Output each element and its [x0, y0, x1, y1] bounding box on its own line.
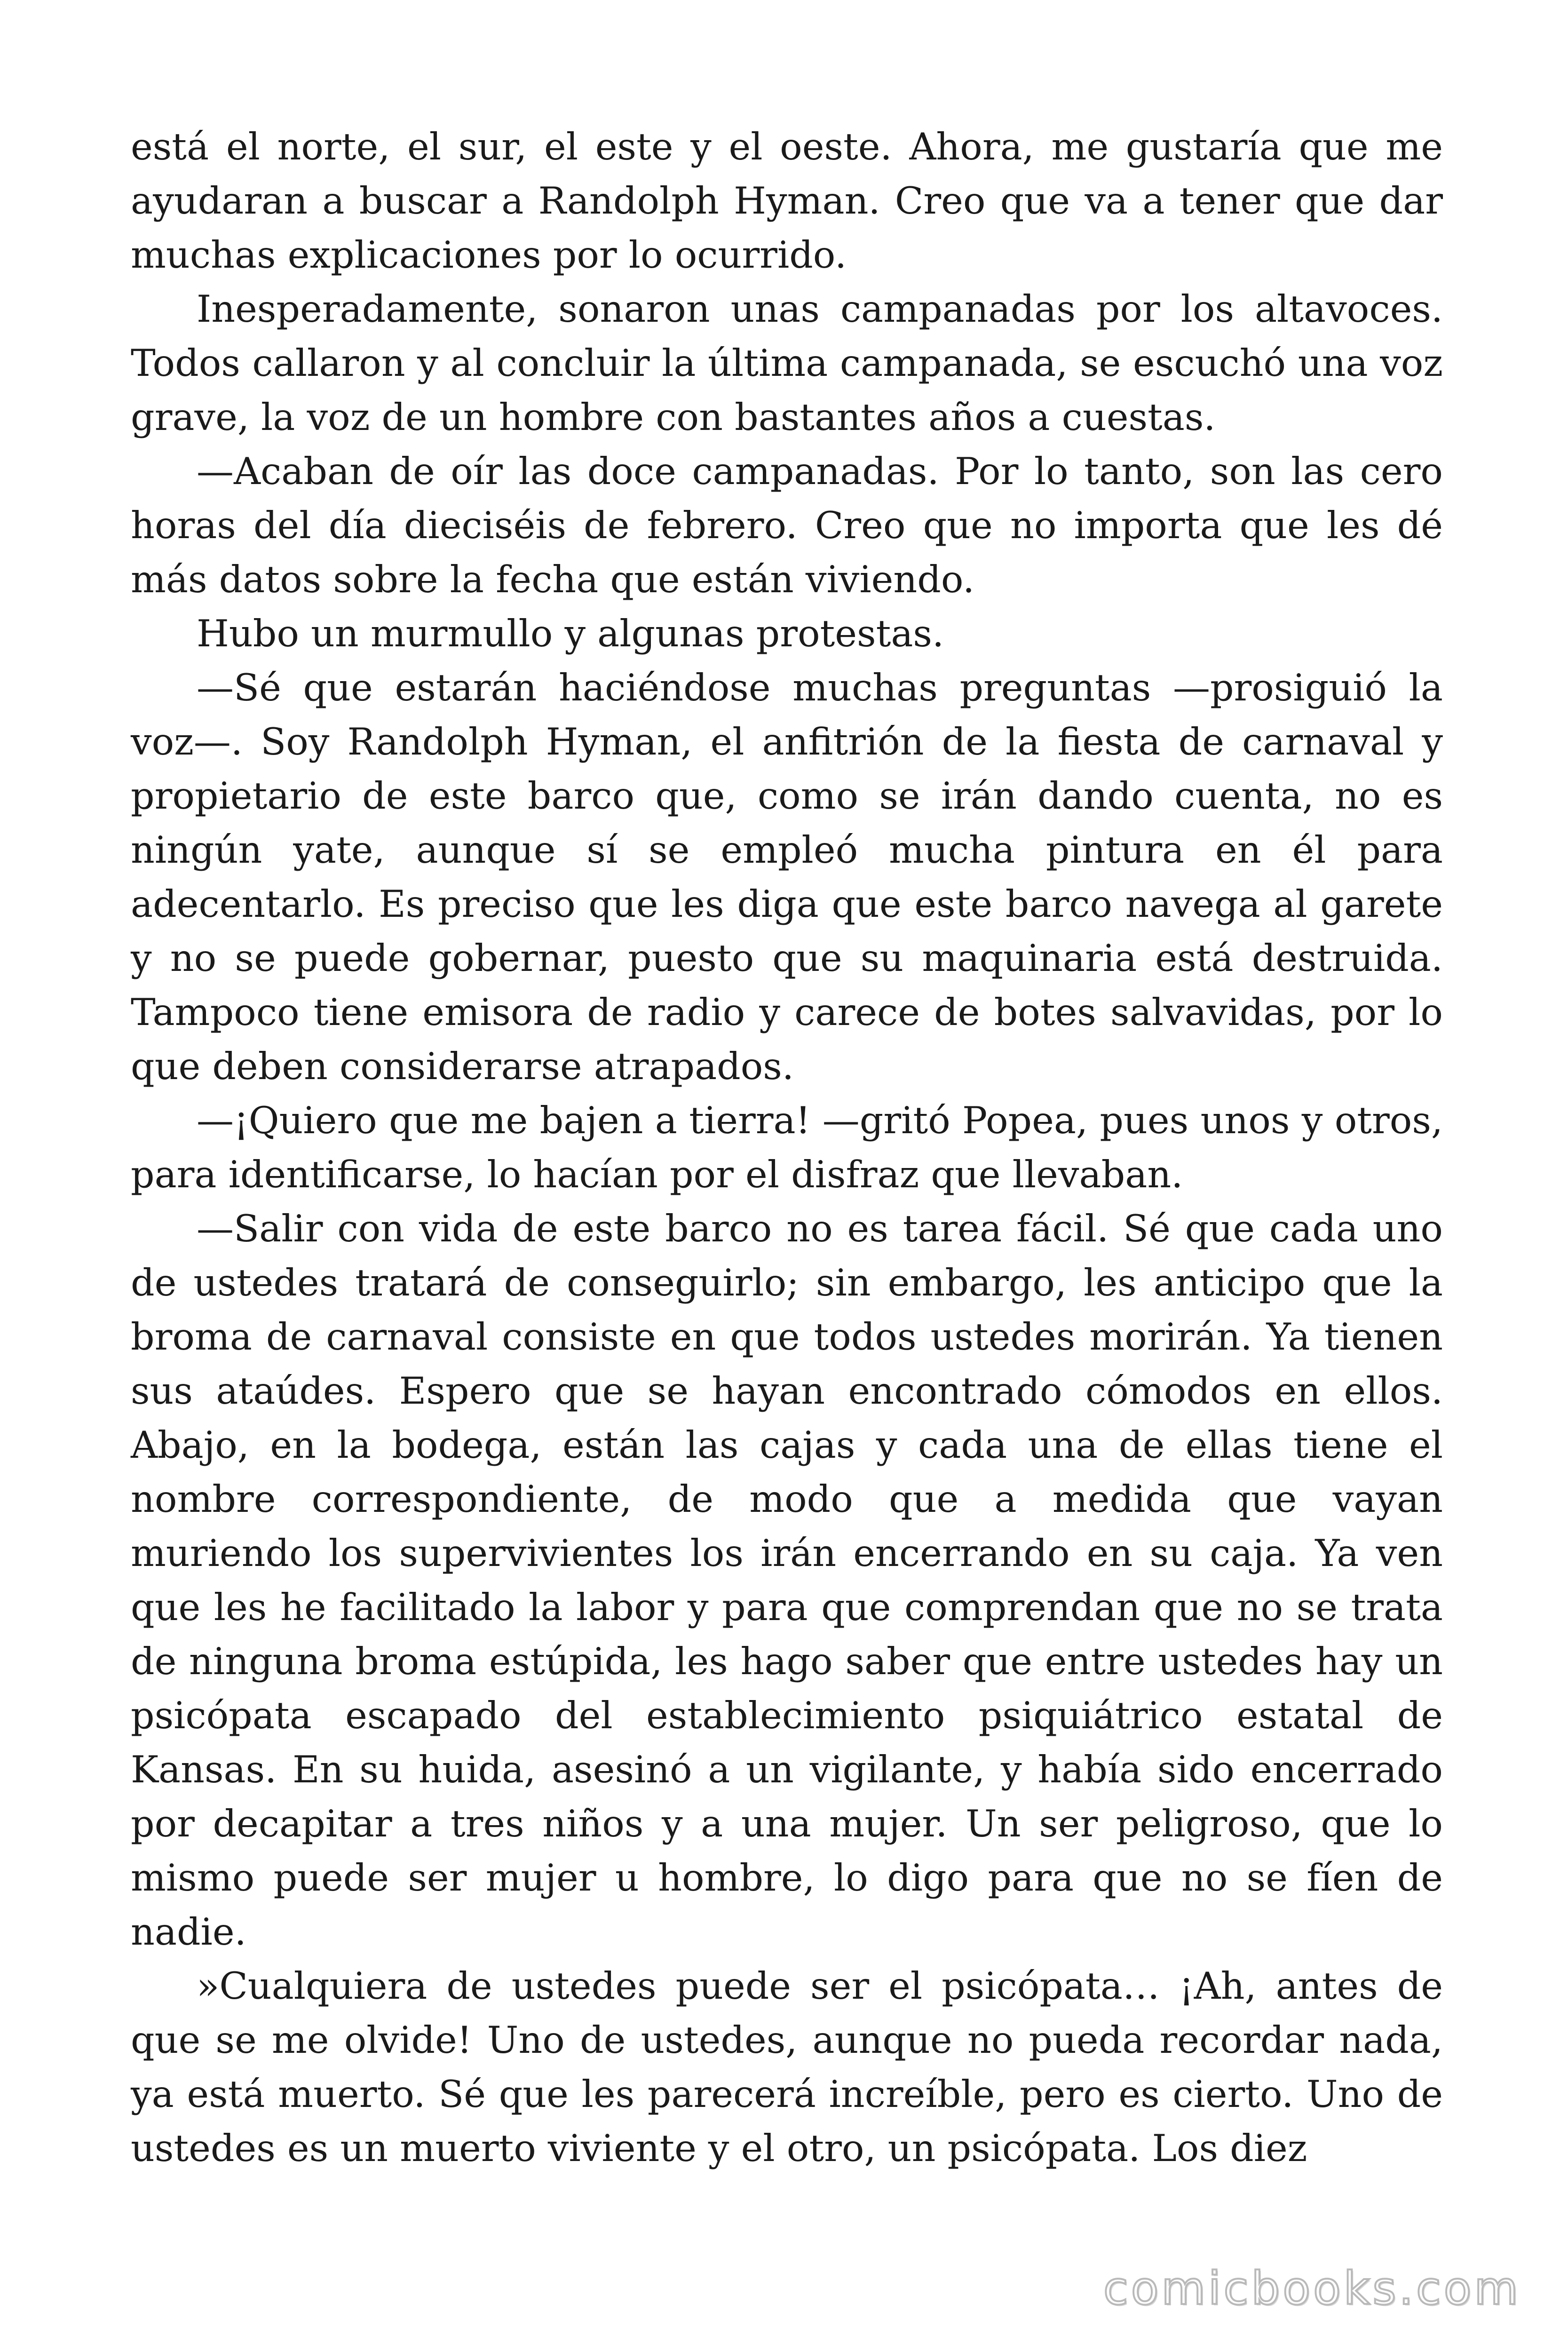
paragraph: »Cualquiera de ustedes puede ser el psicópata… ¡Ah, antes de que se me olvide! Uno de ustedes, aunque no pueda recordar nada, ya está muerto. Sé que les parecerá increíble, pero es cierto. Uno de ustedes es un muerto viviente y el otro, un psicópata. Los diez: [131, 1964, 1443, 2170]
book-page: [131, 120, 1443, 2176]
paragraph: Hubo un murmullo y algunas protestas.: [197, 612, 944, 655]
paragraph: Inesperadamente, sonaron unas campanadas por los altavoces. Todos callaron y al concluir la última campanada, se escuchó una voz grave, la voz de un hombre con bastantes años a cuestas.: [131, 287, 1443, 439]
paragraph: —¡Quiero que me bajen a tierra! —gritó Popea, pues unos y otros, para identificarse, lo hacían por el disfraz que llevaban.: [131, 1099, 1443, 1196]
paragraph: —Acaban de oír las doce campanadas. Por lo tanto, son las cero horas del día dieciséis de febrero. Creo que no importa que les dé más datos sobre la fecha que están viviendo.: [131, 450, 1443, 601]
watermark: comicbooks.com: [1103, 2262, 1521, 2315]
paragraph: —Salir con vida de este barco no es tarea fácil. Sé que cada uno de ustedes tratará de conseguirlo; sin embargo, les anticipo que la broma de carnaval consiste en que todos ustedes morirán. Ya tienen sus ataúdes. Espero que se hayan encontrado cómodos en ellos. Abajo, en la bodega, están las cajas y cada una de ellas tiene el nombre correspondiente, de modo que a medida que vayan muriendo los supervivientes los irán encerrando en su caja. Ya ven que les he facilitado la labor y para que comprendan que no se trata de ninguna broma estúpida, les hago saber que entre ustedes hay un psicópata escapado del establecimiento psiquiátrico estatal de Kansas. En su huida, asesinó a un vigilante, y había sido encerrado por decapitar a tres niños y a una mujer. Un ser peligroso, que lo mismo puede ser mujer u hombre, lo digo para que no se fíen de nadie.: [131, 1207, 1443, 1954]
paragraph: está el norte, el sur, el este y el oeste. Ahora, me gustaría que me ayudaran a buscar a Randolph Hyman. Creo que va a tener que dar muchas explicaciones por lo ocurrido.: [131, 125, 1443, 277]
paragraph: —Sé que estarán haciéndose muchas preguntas —prosiguió la voz—. Soy Randolph Hyman, el anfitrión de la fiesta de carnaval y propietario de este barco que, como se irán dando cuenta, no es ningún yate, aunque sí se empleó mucha pintura en él para adecentarlo. Es preciso que les diga que este barco navega al garete y no se puede gobernar, puesto que su maquinaria está destruida. Tampoco tiene emisora de radio y carece de botes salvavidas, por lo que deben considerarse atrapados.: [131, 666, 1443, 1088]
